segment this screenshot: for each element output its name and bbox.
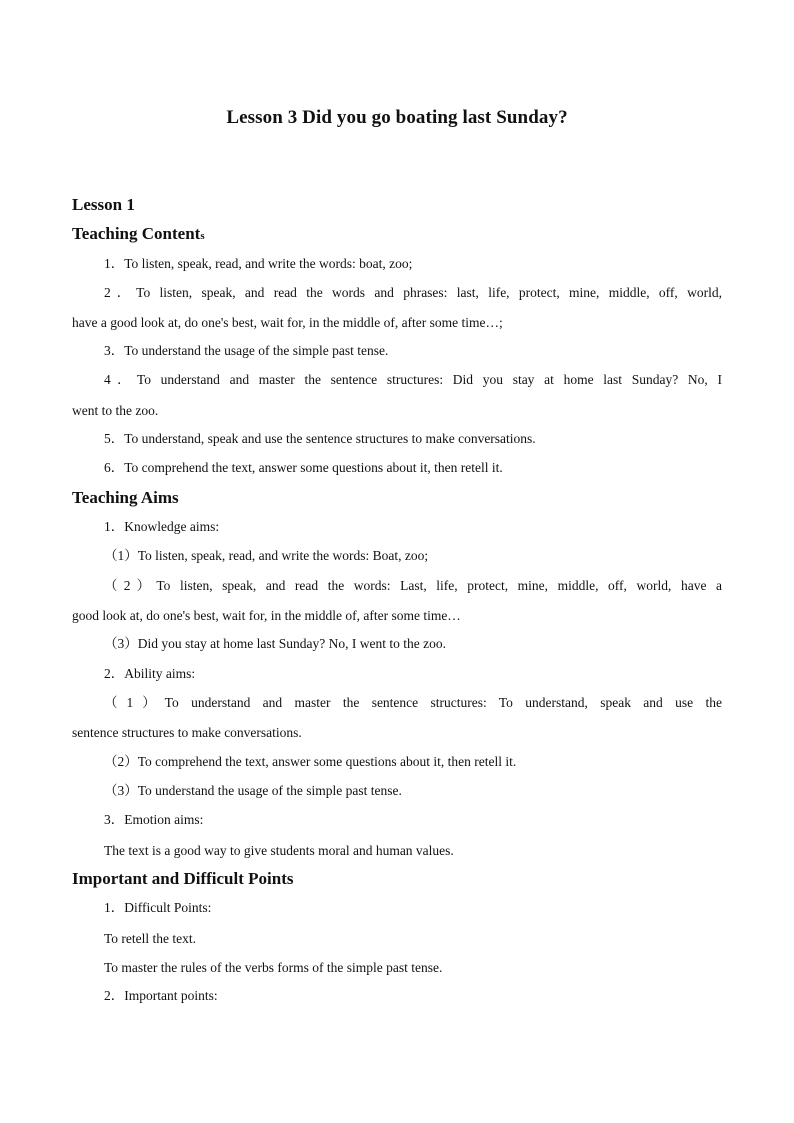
content-item-5: 5．To understand, speak and use the sentence structures to make conversations. (104, 431, 536, 446)
aims-knowledge-2-continued: good look at, do one's best, wait for, in the middle of, after some time… (72, 608, 461, 623)
aims-ability-label: 2．Ability aims: (104, 666, 196, 681)
points-heading: Important and Difficult Points (72, 869, 294, 888)
difficult-point-1: To retell the text. (104, 931, 197, 946)
aims-ability-1-continued: sentence structures to make conversations. (72, 725, 302, 740)
content-item-3: 3．To understand the usage of the simple past tense. (104, 343, 389, 358)
aims-knowledge-1: （1）To listen, speak, read, and write the words: Boat, zoo; (104, 548, 429, 563)
aims-knowledge-2: （2）To listen, speak, and read the words: Last, life, protect, mine, middle, off, world, have a (104, 578, 722, 593)
content-item-6: 6．To comprehend the text, answer some questions about it, then retell it. (104, 460, 503, 475)
teaching-contents-heading-text: Teaching Content (72, 224, 201, 243)
page-title: Lesson 3 Did you go boating last Sunday? (226, 107, 568, 128)
aims-ability-1: （1）To understand and master the sentence structures: To understand, speak and use the (104, 695, 722, 710)
aims-ability-2: （2）To comprehend the text, answer some questions about it, then retell it. (104, 754, 517, 769)
aims-ability-3: （3）To understand the usage of the simple past tense. (104, 783, 402, 798)
content-item-1: 1．To listen, speak, read, and write the words: boat, zoo; (104, 256, 413, 271)
content-item-2-continued: have a good look at, do one's best, wait for, in the middle of, after some time…; (72, 315, 503, 330)
difficult-point-2: To master the rules of the verbs forms of the simple past tense. (104, 960, 443, 975)
difficult-points-label: 1．Difficult Points: (104, 900, 212, 915)
teaching-contents-heading (72, 224, 205, 244)
aims-knowledge-label: 1．Knowledge aims: (104, 519, 220, 534)
teaching-contents-heading-suffix: s (200, 230, 205, 242)
aims-emotion-label: 3．Emotion aims: (104, 812, 204, 827)
aims-emotion-text: The text is a good way to give students moral and human values. (104, 843, 454, 858)
lesson-heading: Lesson 1 (72, 195, 135, 214)
aims-knowledge-3: （3）Did you stay at home last Sunday? No, I went to the zoo. (104, 636, 446, 651)
content-item-2: 2．To listen, speak, and read the words and phrases: last, life, protect, mine, middle, off, world, (104, 285, 722, 300)
content-item-4: 4．To understand and master the sentence structures: Did you stay at home last Sunday? No, I (104, 372, 722, 387)
teaching-aims-heading: Teaching Aims (72, 488, 179, 507)
content-item-4-continued: went to the zoo. (72, 403, 159, 418)
important-points-label: 2．Important points: (104, 988, 218, 1003)
